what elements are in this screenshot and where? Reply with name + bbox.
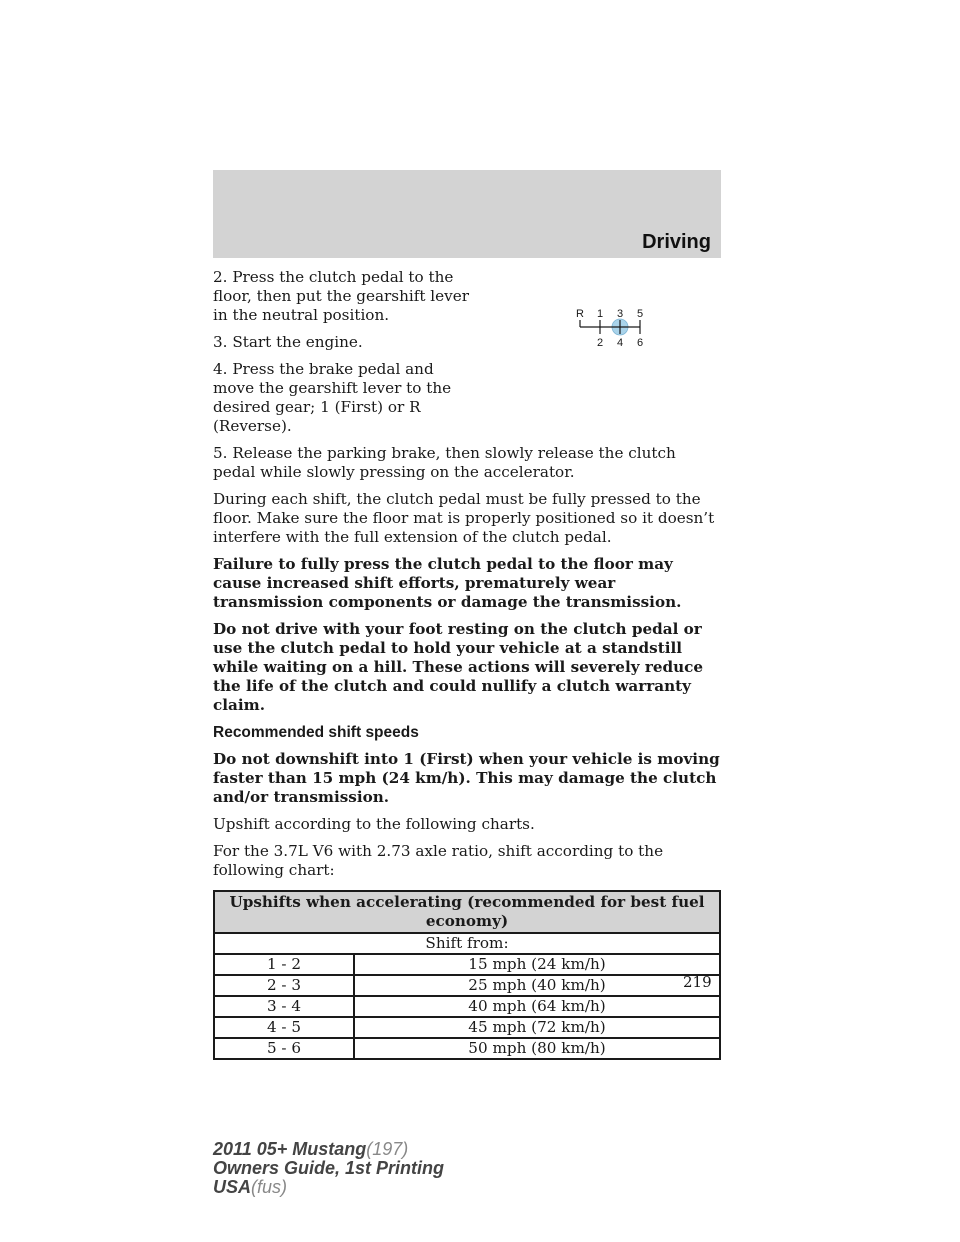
footer-model: 2011 05+ Mustang (213, 1139, 367, 1159)
gear-cell: 4 - 5 (214, 1017, 354, 1038)
page-number: 219 (683, 973, 712, 991)
subheading: Recommended shift speeds (213, 724, 419, 741)
table-row (214, 1017, 720, 1038)
v6-paragraph: For the 3.7L V6 with 2.73 axle ratio, shift according to the following chart: (213, 842, 664, 879)
gear-label-r: R (576, 308, 584, 320)
gear-cell: 5 - 6 (214, 1038, 354, 1059)
speed-cell: 25 mph (40 km/h) (354, 975, 720, 996)
gear-label-2: 2 (596, 337, 604, 349)
table-row (214, 954, 720, 975)
speed-cell: 45 mph (72 km/h) (354, 1017, 720, 1038)
footer-line-1 (213, 1140, 444, 1159)
gear-cell: 3 - 4 (214, 996, 354, 1017)
gear-label-4: 4 (616, 337, 624, 349)
footer-region: USA (213, 1177, 252, 1197)
table-subheader-row (214, 933, 720, 954)
table-subheader: Shift from: (214, 933, 720, 954)
shift-speed-table (213, 890, 721, 1060)
warning-clutch-resting: Do not drive with your foot resting on the clutch pedal or use the clutch pedal to hold your vehicle at a standstill while waiting on a hill. These actions will severely reduce the life of the clutch and could nullify a clutch warranty claim. (213, 620, 704, 714)
step-2: 2. Press the clutch pedal to the floor, then put the gearshift lever in the neutral position. (213, 268, 469, 324)
footer-region-code: (fus) (251, 1177, 288, 1197)
warning-downshift: Do not downshift into 1 (First) when your vehicle is moving faster than 15 mph (24 km/h). This may damage the clutch and/or transmission. (213, 750, 720, 806)
step-3: 3. Start the engine. (213, 333, 363, 351)
table-row (214, 975, 720, 996)
gear-cell: 2 - 3 (214, 975, 354, 996)
table-row (214, 996, 720, 1017)
footer-line-3 (213, 1178, 444, 1197)
gear-label-3: 3 (616, 308, 624, 320)
table-caption-row (214, 891, 720, 933)
speed-cell: 50 mph (80 km/h) (354, 1038, 720, 1059)
section-header-band (213, 170, 721, 258)
footer-model-code: (197) (366, 1139, 409, 1159)
speed-cell: 15 mph (24 km/h) (354, 954, 720, 975)
gear-label-5: 5 (636, 308, 644, 320)
footer-guide: Owners Guide, 1st Printing (213, 1158, 445, 1178)
table-row (214, 1038, 720, 1059)
intro-block (213, 268, 721, 436)
gear-label-6: 6 (636, 337, 644, 349)
shift-paragraph: During each shift, the clutch pedal must be fully pressed to the floor. Make sure the floor mat is properly positioned so it doesn’t interfere with the full extension of the clutch pedal. (213, 490, 715, 546)
upshift-paragraph: Upshift according to the following charts. (213, 815, 535, 833)
speed-cell: 40 mph (64 km/h) (354, 996, 720, 1017)
warning-clutch-floor: Failure to fully press the clutch pedal to the floor may cause increased shift efforts, prematurely wear transmission components or damage the transmission. (213, 555, 682, 611)
gearshift-pattern-diagram (573, 304, 653, 354)
page-content (213, 268, 721, 1060)
table-caption: Upshifts when accelerating (recommended for best fuel economy) (214, 891, 720, 933)
step-5: 5. Release the parking brake, then slowly release the clutch pedal while slowly pressing on the accelerator. (213, 444, 676, 481)
gear-label-1: 1 (596, 308, 604, 320)
gear-cell: 1 - 2 (214, 954, 354, 975)
step-4: 4. Press the brake pedal and move the gearshift lever to the desired gear; 1 (First) or R (Reverse). (213, 360, 452, 435)
document-footer (213, 1140, 444, 1197)
footer-line-2 (213, 1159, 444, 1178)
section-title: Driving (642, 231, 711, 253)
